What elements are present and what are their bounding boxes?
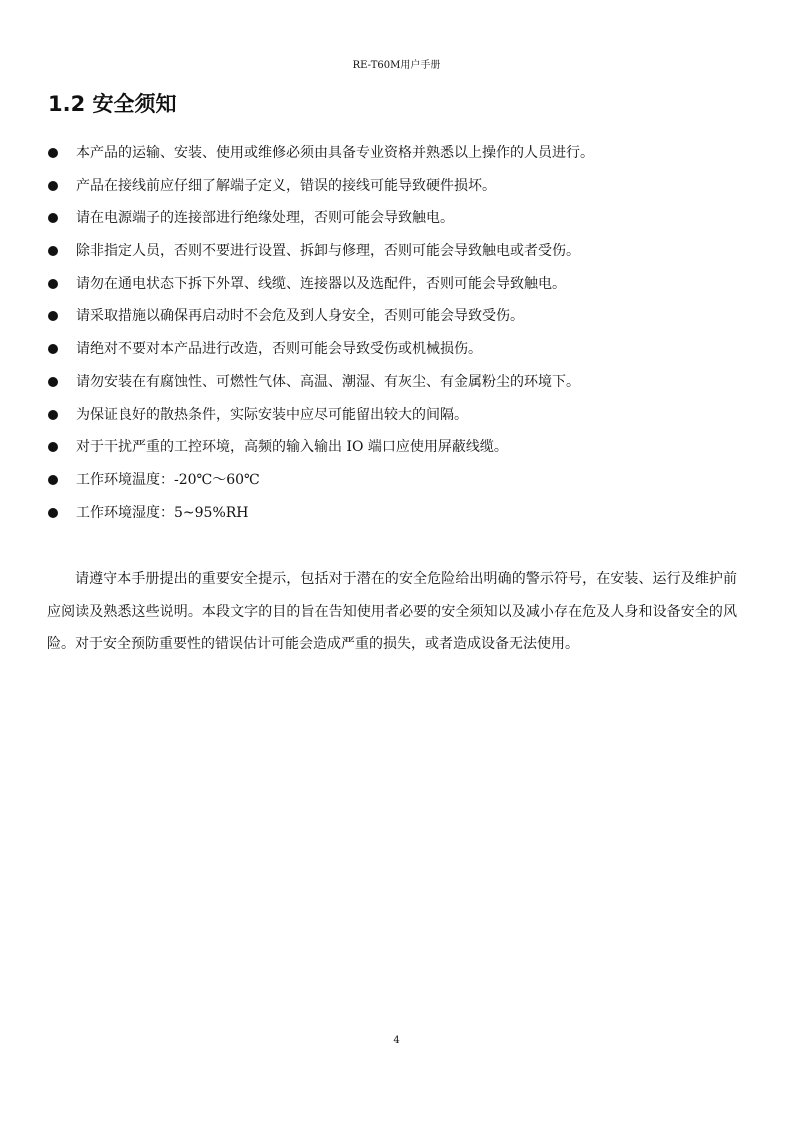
bullet-dot-icon bbox=[48, 475, 58, 485]
bullet-dot-icon bbox=[48, 377, 58, 387]
bullet-dot-icon bbox=[48, 311, 58, 321]
list-item bbox=[47, 303, 747, 336]
list-item bbox=[47, 336, 747, 369]
list-item bbox=[47, 140, 747, 173]
list-item-text: 对于干扰严重的工控环境，高频的输入输出 IO 端口应使用屏蔽线缆。 bbox=[76, 439, 508, 456]
list-item-text: 请采取措施以确保再启动时不会危及到人身安全，否则可能会导致受伤。 bbox=[76, 308, 524, 325]
list-item-text: 产品在接线前应仔细了解端子定义，错误的接线可能导致硬件损坏。 bbox=[76, 177, 496, 194]
bullet-dot-icon bbox=[48, 279, 58, 289]
bullet-dot-icon bbox=[48, 410, 58, 420]
list-item bbox=[47, 434, 747, 467]
safety-paragraph: 请遵守本手册提出的重要安全提示，包括对于潜在的安全危险给出明确的警示符号，在安装、运行及维护前应阅读及熟悉这些说明。本段文字的目的旨在告知使用者必要的安全须知以及减小存在危及人身和设备安全的风险。对于安全预防重要性的错误估计可能会造成严重的损失，或者造成设备无法使用。 bbox=[47, 571, 737, 652]
page-number: 4 bbox=[393, 1035, 400, 1046]
section-title: 1.2 安全须知 bbox=[48, 92, 177, 116]
list-item-text: 工作环境湿度：5~95%RH bbox=[76, 504, 249, 521]
bullet-dot-icon bbox=[48, 148, 58, 158]
list-item bbox=[47, 173, 747, 206]
list-item bbox=[47, 369, 747, 402]
list-item bbox=[47, 402, 747, 435]
bullet-dot-icon bbox=[48, 213, 58, 223]
list-item bbox=[47, 500, 747, 533]
list-item-text: 除非指定人员，否则不要进行设置、拆卸与修理，否则可能会导致触电或者受伤。 bbox=[76, 243, 580, 260]
bullet-dot-icon bbox=[48, 344, 58, 354]
list-item-text: 工作环境温度：-20℃～60℃ bbox=[76, 471, 260, 488]
bullet-dot-icon bbox=[48, 508, 58, 518]
list-item bbox=[47, 238, 747, 271]
bullet-dot-icon bbox=[48, 246, 58, 256]
list-item bbox=[47, 205, 747, 238]
list-item-text: 请勿安装在有腐蚀性、可燃性气体、高温、潮湿、有灰尘、有金属粉尘的环境下。 bbox=[76, 373, 580, 390]
page-header: RE-T60M用户手册 bbox=[352, 60, 441, 71]
list-item-text: 为保证良好的散热条件，实际安装中应尽可能留出较大的间隔。 bbox=[76, 406, 468, 423]
list-item-text: 请绝对不要对本产品进行改造，否则可能会导致受伤或机械损伤。 bbox=[76, 341, 482, 358]
bullet-dot-icon bbox=[48, 181, 58, 191]
list-item-text: 本产品的运输、安装、使用或维修必须由具备专业资格并熟悉以上操作的人员进行。 bbox=[76, 145, 594, 161]
bullet-dot-icon bbox=[48, 442, 58, 452]
safety-notice-list bbox=[47, 140, 747, 532]
list-item bbox=[47, 271, 747, 304]
list-item-text: 请勿在通电状态下拆下外罩、线缆、连接器以及选配件，否则可能会导致触电。 bbox=[76, 275, 566, 292]
list-item-text: 请在电源端子的连接部进行绝缘处理，否则可能会导致触电。 bbox=[76, 210, 454, 227]
list-item bbox=[47, 467, 747, 500]
